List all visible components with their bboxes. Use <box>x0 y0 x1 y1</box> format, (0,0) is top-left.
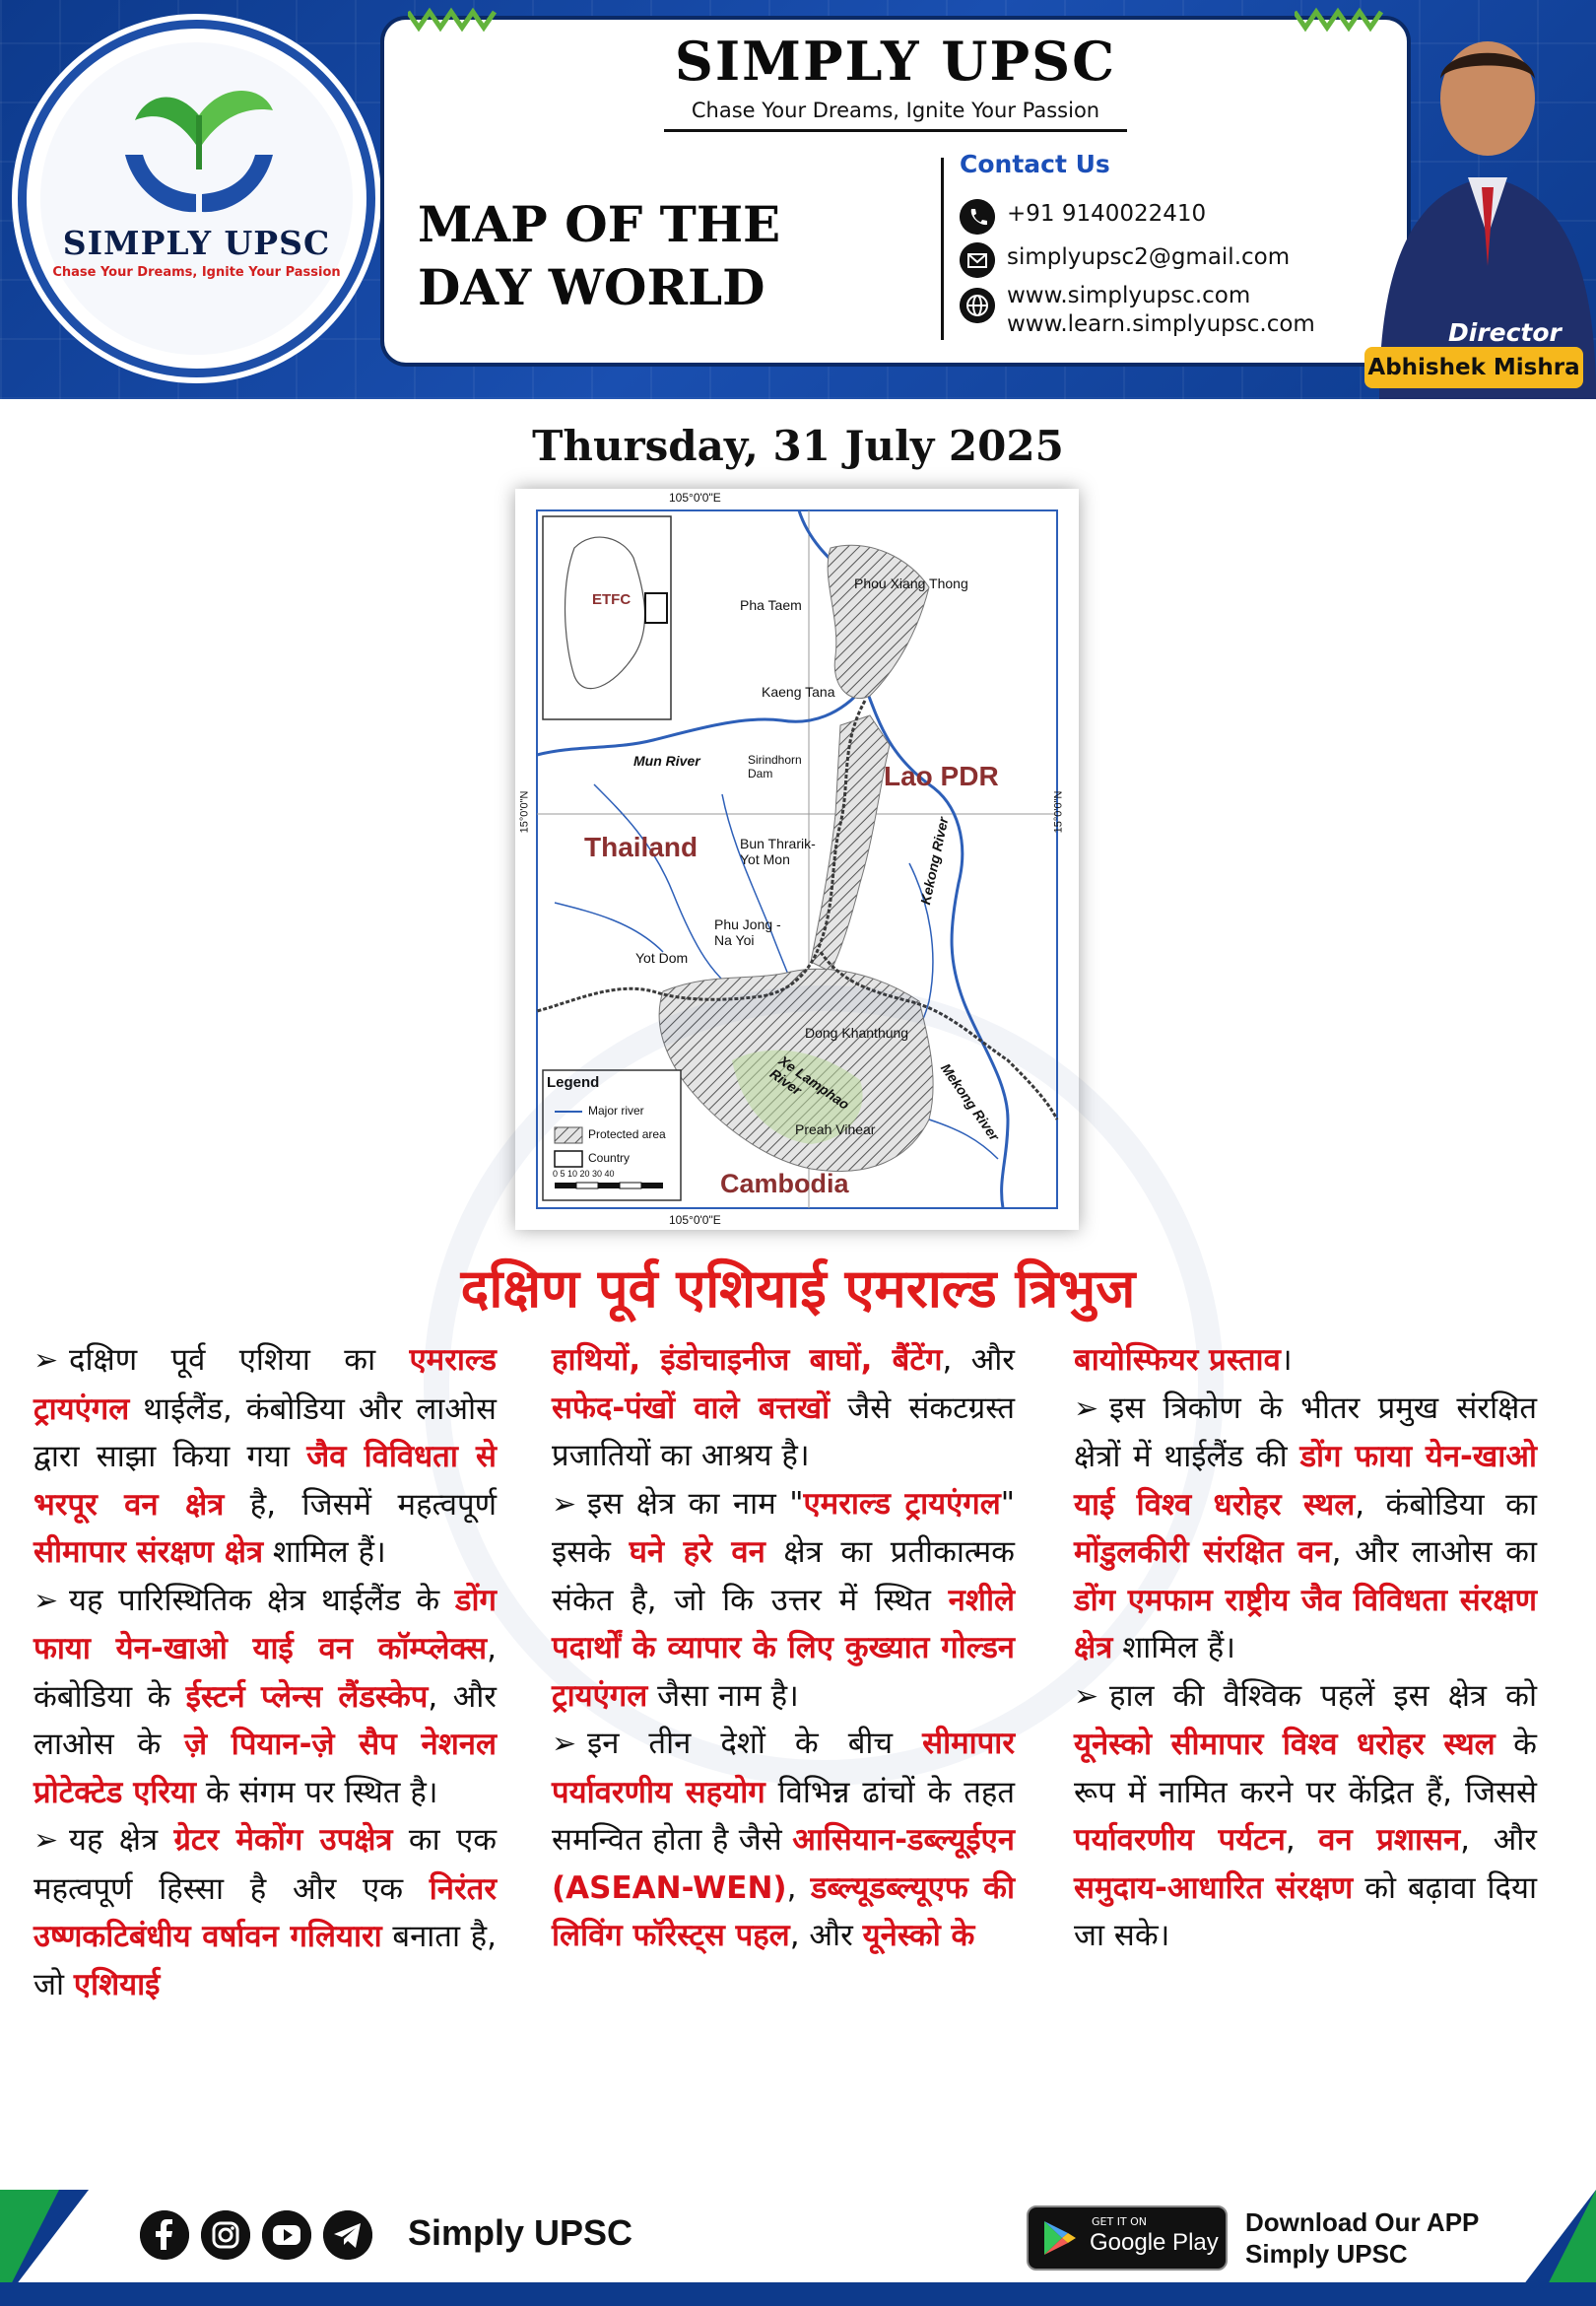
arrow-bullet-icon: ➢ <box>33 1343 59 1378</box>
text-column-1 <box>33 1336 497 2008</box>
map-label-preah-vihear: Preah Vihear <box>795 1121 876 1137</box>
text-column-2 <box>552 1336 1015 1960</box>
paragraph: ➢ इन तीन देशों के बीच सीमापार पर्यावरणीय सहयोग विभिन्न ढांचों के तहत समन्वित होता है जैसे आसियान-डब्ल्यूईएन (ASEAN-WEN), डब्ल्यूडब्ल्यूएफ की लिविंग फॉरेस्ट्स पहल, और यूनेस्को के <box>552 1720 1015 1960</box>
page-title: MAP OF THE DAY WORLD <box>418 195 781 316</box>
arrow-bullet-icon: ➢ <box>552 1727 577 1761</box>
paragraph: ➢ हाल की वैश्विक पहलें इस क्षेत्र को यूनेस्को सीमापार विश्व धरोहर स्थल के रूप में नामित करने पर केंद्रित हैं, जिससे पर्यावरणीय पर्यटन, वन प्रशासन, और समुदाय-आधारित संरक्षण को बढ़ावा दिया जा सके। <box>1074 1672 1537 1960</box>
google-play-icon <box>1040 2219 1078 2257</box>
logo-badge <box>18 20 375 377</box>
map-label-bun-thrarik: Bun Thrarik- Yot Mon <box>740 836 816 867</box>
brand-title: SIMPLY UPSC <box>674 30 1117 93</box>
contact-heading: Contact Us <box>960 150 1110 178</box>
google-play-label: Google Play <box>1090 2229 1219 2256</box>
footer-brand: Simply UPSC <box>408 2212 633 2253</box>
arrow-bullet-icon: ➢ <box>1074 1390 1099 1426</box>
map-label-xe-lamphao-river: Xe Lamphao River <box>766 1052 853 1113</box>
legend-protected-area: Protected area <box>588 1127 666 1141</box>
map-label-cambodia: Cambodia <box>720 1169 849 1198</box>
website-link[interactable]: www.simplyupsc.com <box>1007 283 1251 308</box>
map-label-mun-river: Mun River <box>633 753 700 769</box>
map-label-mekong-river: Mekong River <box>937 1060 1003 1144</box>
map-label-phu-xiang-thong: Phou Xiang Thong <box>854 576 968 591</box>
brand-underline <box>664 129 1127 132</box>
email-address[interactable]: simplyupsc2@gmail.com <box>1007 244 1291 270</box>
text-column-3 <box>1074 1336 1537 1960</box>
globe-icon <box>960 288 995 323</box>
telegram-icon[interactable] <box>323 2210 372 2260</box>
brand-tagline: Chase Your Dreams, Ignite Your Passion <box>691 99 1100 122</box>
youtube-icon[interactable] <box>262 2210 311 2260</box>
legend-scale: 0 5 10 20 30 40 <box>553 1169 615 1179</box>
plant-hands-logo-icon <box>115 76 283 224</box>
instagram-icon[interactable] <box>201 2210 250 2260</box>
map-label-sirindhorn-dam: Sirindhorn Dam <box>748 753 802 780</box>
learning-website-link[interactable]: www.learn.simplyupsc.com <box>1007 311 1315 337</box>
date-heading: Thursday, 31 July 2025 <box>532 422 1064 470</box>
director-name: Abhishek Mishra <box>1364 347 1583 388</box>
map-label-pha-taem: Pha Taem <box>740 597 802 613</box>
paragraph: ➢ यह क्षेत्र ग्रेटर मेकोंग उपक्षेत्र का एक महत्वपूर्ण हिस्सा है और एक निरंतर उष्णकटिबंधीय वर्षावन गलियारा बनाता है, जो एशियाई <box>33 1816 497 2008</box>
vertical-divider <box>941 158 944 340</box>
google-play-small-label: GET IT ON <box>1092 2215 1148 2228</box>
legend-title: Legend <box>547 1074 600 1091</box>
arrow-bullet-icon: ➢ <box>33 1823 59 1858</box>
email-icon <box>960 242 995 278</box>
longitude-top-label: 105°0'0"E <box>669 491 721 505</box>
map-label-yot-dom: Yot Dom <box>635 950 689 966</box>
paragraph: हाथियों, इंडोचाइनीज बाघों, बैंटेंग, और सफेद-पंखों वाले बत्तखों जैसे संकटग्रस्त प्रजातियों का आश्रय है। <box>552 1342 1015 1473</box>
paragraph: ➢ यह पारिस्थितिक क्षेत्र थाईलैंड के डोंग फाया येन-खाओ याई वन कॉम्प्लेक्स, कंबोडिया के ईस्टर्न प्लेन्स लैंडस्केप, और लाओस के ज़े पियान-ज़े सैप नेशनल प्रोटेक्टेड एरिया के संगम पर स्थित है। <box>33 1577 497 1817</box>
map-label-phu-jong: Phu Jong - Na Yoi <box>714 916 781 948</box>
facebook-icon[interactable] <box>140 2210 189 2260</box>
paragraph: बायोस्फियर प्रस्ताव। <box>1074 1342 1293 1378</box>
inset-etfc-label: ETFC <box>592 591 632 608</box>
latitude-right-label: 15°0'0"N <box>1052 790 1065 834</box>
footer-bar <box>0 2282 1596 2306</box>
arrow-bullet-icon: ➢ <box>552 1486 577 1522</box>
latitude-left-label: 15°0'0"N <box>518 790 531 834</box>
logo-tagline: Chase Your Dreams, Ignite Your Passion <box>52 265 341 280</box>
download-app-name: Simply UPSC <box>1245 2239 1408 2269</box>
paragraph: ➢ इस त्रिकोण के भीतर प्रमुख संरक्षित क्षेत्रों में थाईलैंड की डोंग फाया येन-खाओ याई विश्व धरोहर स्थल, कंबोडिया का मोंडुलकीरी संरक्षित वन, और लाओस का डोंग एमफाम राष्ट्रीय जैव विविधता संरक्षण क्षेत्र शामिल हैं। <box>1074 1385 1537 1672</box>
map-label-dong-khanthung: Dong Khanthung <box>805 1025 909 1041</box>
paragraph: ➢ दक्षिण पूर्व एशिया का एमराल्ड ट्रायएंगल थाईलैंड, कंबोडिया और लाओस द्वारा साझा किया गया जैव विविधता से भरपूर वन क्षेत्र है, जिसमें महत्वपूर्ण सीमापार संरक्षण क्षेत्र शामिल हैं। <box>33 1336 497 1577</box>
arrow-bullet-icon: ➢ <box>33 1583 59 1618</box>
arrow-bullet-icon: ➢ <box>1074 1678 1099 1714</box>
legend-country: Country <box>588 1151 631 1165</box>
google-play-button[interactable] <box>1027 2205 1228 2271</box>
download-app-label: Download Our APP <box>1245 2207 1480 2237</box>
paragraph: ➢ इस क्षेत्र का नाम "एमराल्ड ट्रायएंगल" इसके घने हरे वन क्षेत्र का प्रतीकात्मक संकेत है, जो कि उत्तर में स्थित नशीले पदार्थों के व्यापार के लिए कुख्यात गोल्डन ट्रायएंगल जैसा नाम है। <box>552 1480 1015 1721</box>
map-label-kekong-river: Kekong River <box>917 815 952 907</box>
header-banner <box>0 0 1596 399</box>
legend-major-river: Major river <box>588 1104 644 1118</box>
logo-title: SIMPLY UPSC <box>62 224 331 262</box>
phone-icon <box>960 199 995 235</box>
map-label-lao-pdr: Lao PDR <box>884 761 999 791</box>
article-headline: दक्षिण पूर्व एशियाई एमराल्ड त्रिभुज <box>460 1257 1136 1320</box>
phone-number[interactable]: +91 9140022410 <box>1007 201 1207 227</box>
director-label: Director <box>1448 318 1562 347</box>
map-label-kaeng-tana: Kaeng Tana <box>762 684 835 700</box>
map-label-thailand: Thailand <box>584 832 698 862</box>
longitude-bottom-label: 105°0'0"E <box>669 1213 721 1227</box>
title-card <box>384 20 1407 363</box>
